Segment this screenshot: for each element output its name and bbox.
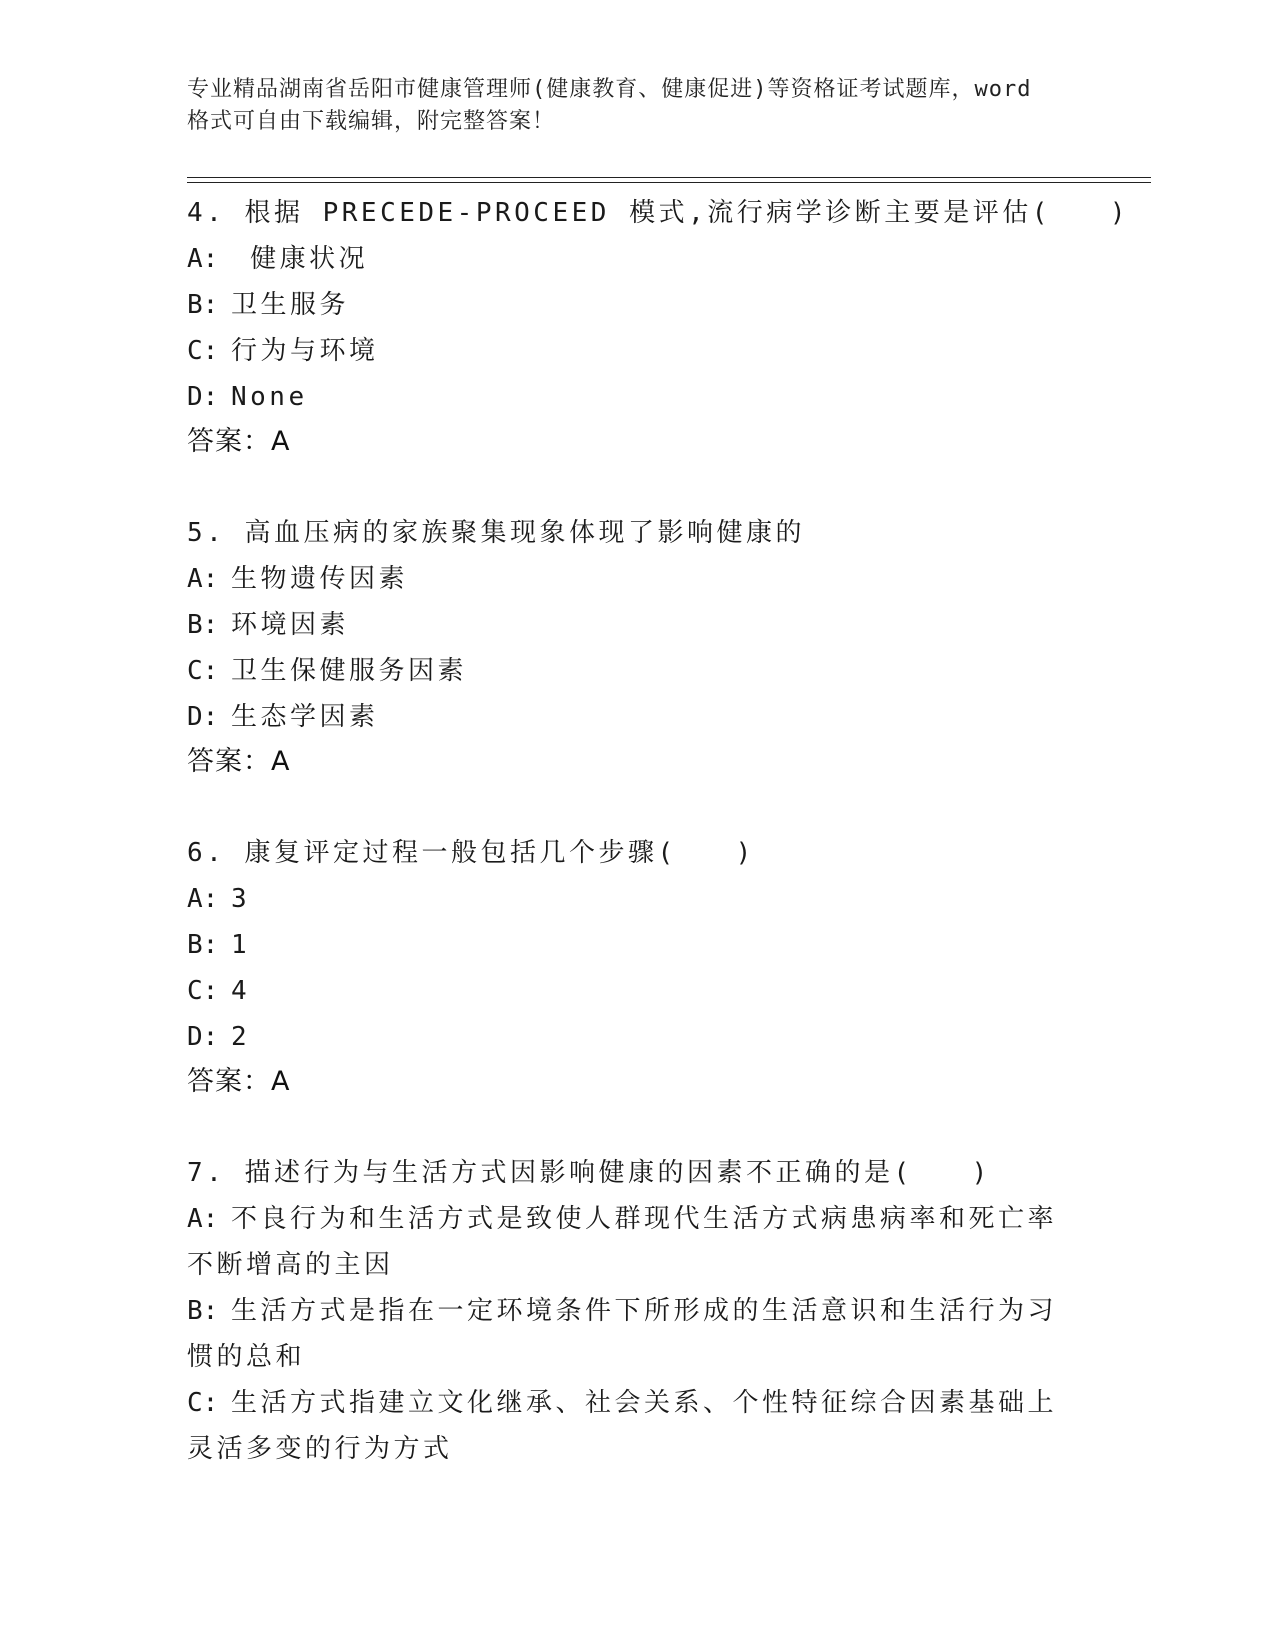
option-key: B: <box>187 290 219 320</box>
option-key: B: <box>187 930 219 960</box>
question-stem: 5. 高血压病的家族聚集现象体现了影响健康的 <box>187 518 805 548</box>
option-key: D: <box>187 1022 219 1052</box>
question-stem: 7. 描述行为与生活方式因影响健康的因素不正确的是( ) <box>187 1158 991 1188</box>
option-d <box>187 694 1087 740</box>
option-key: A: <box>187 1204 219 1234</box>
answer-line: 答案：A <box>187 746 291 777</box>
header-divider-bottom <box>187 182 1151 183</box>
option-d <box>187 374 1087 420</box>
answer-line: 答案：A <box>187 426 291 457</box>
option-a <box>187 236 1087 282</box>
option-a <box>187 556 1087 602</box>
question-7 <box>187 1150 1087 1472</box>
question-4 <box>187 190 1130 464</box>
option-text: None <box>231 382 308 412</box>
option-text: 生态学因素 <box>231 702 379 732</box>
option-key: A: <box>187 244 219 274</box>
option-text: 4 <box>231 976 251 1006</box>
header-line-1: 专业精品湖南省岳阳市健康管理师(健康教育、健康促进)等资格证考试题库，word <box>187 77 1032 102</box>
option-text: 1 <box>231 930 251 960</box>
option-key: C: <box>187 656 219 686</box>
option-text: 生物遗传因素 <box>231 564 409 594</box>
option-c <box>187 1380 1077 1472</box>
option-b <box>187 282 1087 328</box>
option-a <box>187 1196 1077 1288</box>
question-6 <box>187 830 1087 1104</box>
document-header <box>187 74 1087 138</box>
option-text: 卫生服务 <box>231 290 350 320</box>
option-key: D: <box>187 382 219 412</box>
option-b <box>187 602 1087 648</box>
option-key: A: <box>187 564 219 594</box>
question-list <box>187 190 1130 1472</box>
option-c <box>187 968 1087 1014</box>
option-a <box>187 876 1087 922</box>
option-c <box>187 328 1087 374</box>
option-key: B: <box>187 1296 219 1326</box>
option-text: 不良行为和生活方式是致使人群现代生活方式病患病率和死亡率不断增高的主因 <box>187 1204 1058 1280</box>
option-b <box>187 1288 1077 1380</box>
header-line-2: 格式可自由下载编辑，附完整答案！ <box>187 109 556 134</box>
option-text: 生活方式是指在一定环境条件下所形成的生活意识和生活行为习惯的总和 <box>187 1296 1058 1372</box>
header-divider-top <box>187 177 1151 178</box>
option-key: C: <box>187 976 219 1006</box>
option-key: D: <box>187 702 219 732</box>
option-key: C: <box>187 336 219 366</box>
option-text: 行为与环境 <box>231 336 379 366</box>
option-d <box>187 1014 1087 1060</box>
option-text: 2 <box>231 1022 251 1052</box>
option-b <box>187 922 1087 968</box>
question-5 <box>187 510 1087 784</box>
option-c <box>187 648 1087 694</box>
option-text: 3 <box>231 884 251 914</box>
option-key: A: <box>187 884 219 914</box>
question-stem: 6. 康复评定过程一般包括几个步骤( ) <box>187 838 755 868</box>
option-key: C: <box>187 1388 219 1418</box>
option-text: 生活方式指建立文化继承、社会关系、个性特征综合因素基础上灵活多变的行为方式 <box>187 1388 1058 1464</box>
option-text: 健康状况 <box>231 244 369 274</box>
option-text: 环境因素 <box>231 610 350 640</box>
option-key: B: <box>187 610 219 640</box>
option-text: 卫生保健服务因素 <box>231 656 468 686</box>
question-stem: 4. 根据 PRECEDE-PROCEED 模式,流行病学诊断主要是评估( ) <box>187 198 1130 228</box>
answer-line: 答案：A <box>187 1066 291 1097</box>
